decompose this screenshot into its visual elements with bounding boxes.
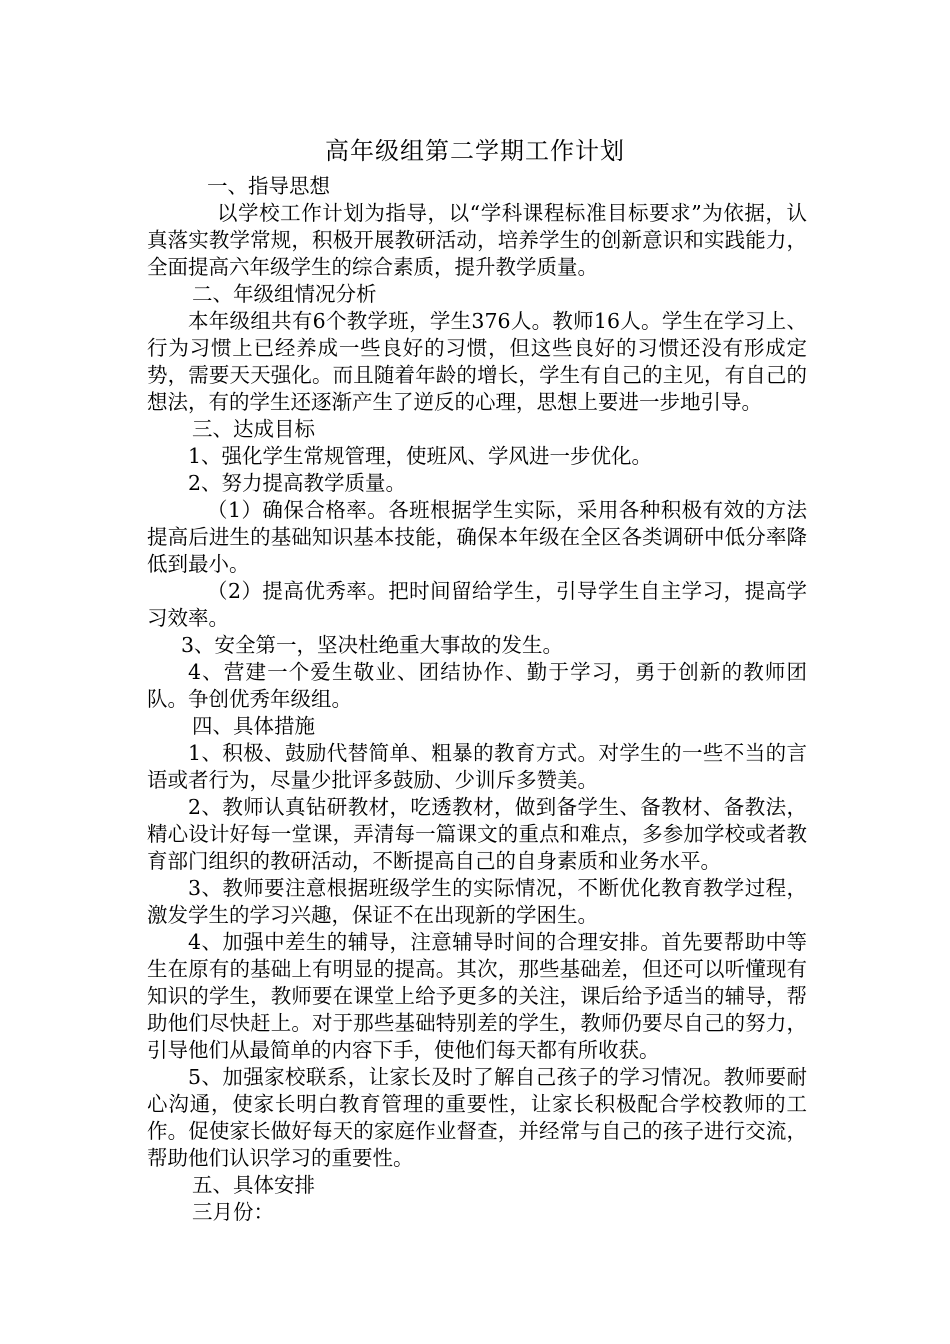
paragraph-measure-2: 2、教师认真钻研教材，吃透教材，做到备学生、备教材、备教法，精心设计好每一堂课，弄清每一篇课文的重点和难点，多参加学校或者教育部门组织的教研活动，不断提高自己的自身素质和业务水平。: [147, 795, 807, 873]
paragraph-situation-analysis: 本年级组共有6个教学班，学生376人。教师16人。学生在学习上、行为习惯上已经养成一些良好的习惯，但这些良好的习惯还没有形成定势，需要天天强化。而且随着年龄的增长，学生有自己的主见，有自己的想法，有的学生还逐渐产生了逆反的心理，思想上要进一步地引导。: [147, 309, 807, 414]
paragraph-guiding-ideology: 以学校工作计划为指导，以“学科课程标准目标要求”为依据，认真落实教学常规，积极开展教研活动，培养学生的创新意识和实践能力，全面提高六年级学生的综合素质，提升教学质量。: [147, 201, 807, 279]
paragraph-measure-1: 1、积极、鼓励代替简单、粗暴的教育方式。对学生的一些不当的言语或者行为，尽量少批评多鼓励、少训斥多赞美。: [147, 741, 807, 792]
document-title: 高年级组第二学期工作计划: [325, 137, 625, 165]
paragraph-goal-2-1: （1）确保合格率。各班根据学生实际，采用各种积极有效的方法提高后进生的基础知识基本技能，确保本年级在全区各类调研中低分率降低到最小。: [147, 498, 807, 576]
paragraph-measure-4: 4、加强中差生的辅导，注意辅导时间的合理安排。首先要帮助中等生在原有的基础上有明显的提高。其次，那些基础差，但还可以听懂现有知识的学生，教师要在课堂上给予更多的关注，课后给予适当的辅导，帮助他们尽快赶上。对于那些基础特别差的学生，教师仍要尽自己的努力，引导他们从最简单的内容下手，使他们每天都有所收获。: [147, 930, 807, 1062]
paragraph-goal-2-2: （2）提高优秀率。把时间留给学生，引导学生自主学习，提高学习效率。: [147, 579, 807, 630]
section-heading-arrangement: 五、具体安排: [192, 1173, 315, 1197]
document-body: [147, 173, 807, 1226]
paragraph-march: 三月份：: [192, 1200, 274, 1224]
paragraph-goal-2: 2、努力提高教学质量。: [188, 471, 407, 495]
paragraph-goal-1: 1、强化学生常规管理，使班风、学风进一步优化。: [188, 444, 653, 468]
section-heading-measures: 四、具体措施: [192, 714, 315, 738]
paragraph-goal-4: 4、营建一个爱生敬业、团结协作、勤于学习，勇于创新的教师团队。争创优秀年级组。: [147, 660, 807, 711]
section-heading-situation-analysis: 二、年级组情况分析: [192, 282, 377, 306]
paragraph-measure-3: 3、教师要注意根据班级学生的实际情况，不断优化教育教学过程，激发学生的学习兴趣，保证不在出现新的学困生。: [147, 876, 807, 927]
section-heading-guiding-ideology: 一、指导思想: [207, 174, 330, 198]
section-heading-goals: 三、达成目标: [192, 417, 315, 441]
paragraph-goal-3: 3、安全第一，坚决杜绝重大事故的发生。: [181, 633, 564, 657]
paragraph-measure-5: 5、加强家校联系，让家长及时了解自己孩子的学习情况。教师要耐心沟通，使家长明白教育管理的重要性，让家长积极配合学校教师的工作。促使家长做好每天的家庭作业督查，并经常与自己的孩子进行交流，帮助他们认识学习的重要性。: [147, 1065, 807, 1170]
